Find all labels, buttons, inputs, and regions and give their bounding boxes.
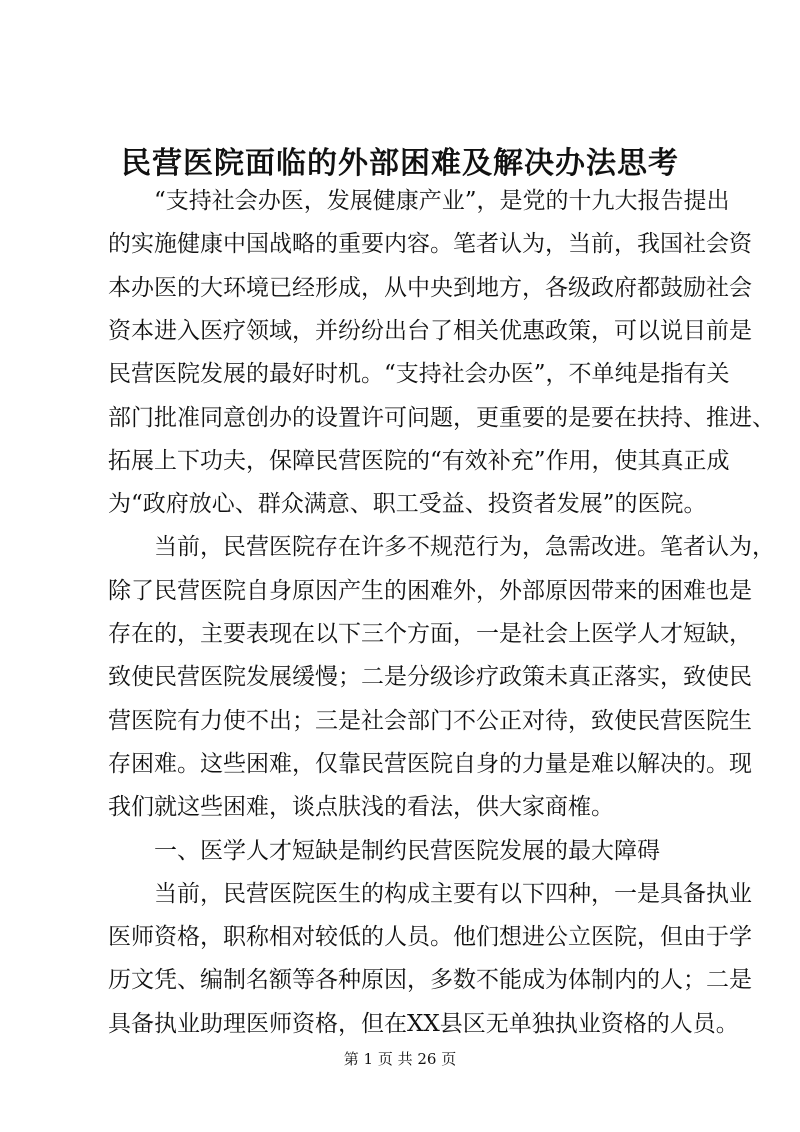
body-line: 存困难。这些困难，仅靠民营医院自身的力量是难以解决的。现 (108, 751, 752, 777)
body-line: 本办医的大环境已经形成，从中央到地方，各级政府都鼓励社会 (108, 275, 752, 301)
body-line: 存在的，主要表现在以下三个方面，一是社会上医学人才短缺， (108, 621, 752, 647)
page-number: 第 1 页 共 26 页 (343, 1050, 457, 1068)
body-line: 具备执业助理医师资格，但在XX县区无单独执业资格的人员。 (108, 1011, 739, 1037)
body-line: 为“政府放心、群众满意、职工受益、投资者发展”的医院。 (108, 491, 707, 517)
document-title: 民营医院面临的外部困难及解决办法思考 (121, 146, 679, 181)
body-line: 致使民营医院发展缓慢；二是分级诊疗政策未真正落实，致使民 (108, 664, 752, 690)
body-line: 的实施健康中国战略的重要内容。笔者认为，当前，我国社会资 (108, 231, 752, 257)
body-line: 历文凭、编制名额等各种原因，多数不能成为体制内的人；二是 (108, 967, 752, 993)
body-line: 民营医院发展的最好时机。“支持社会办医”，不单纯是指有关 (108, 361, 730, 387)
body-line: 当前，民营医院存在许多不规范行为，急需改进。笔者认为， (108, 534, 775, 560)
body-line: 营医院有力使不出；三是社会部门不公正对待，致使民营医院生 (108, 708, 752, 734)
body-line: 资本进入医疗领域，并纷纷出台了相关优惠政策，可以说目前是 (108, 318, 752, 344)
body-line: 当前，民营医院医生的构成主要有以下四种，一是具备执业 (108, 881, 752, 907)
body-line: “支持社会办医，发展健康产业”，是党的十九大报告提出 (108, 188, 730, 214)
body-line: 部门批准同意创办的设置许可问题，更重要的是要在扶持、推进、 (108, 405, 775, 431)
body-line: 除了民营医院自身原因产生的困难外，外部原因带来的困难也是 (108, 578, 752, 604)
body-line: 拓展上下功夫，保障民营医院的“有效补充”作用，使其真正成 (108, 448, 730, 474)
body-line: 我们就这些困难，谈点肤浅的看法，供大家商榷。 (108, 794, 614, 820)
section-heading: 一、医学人才短缺是制约民营医院发展的最大障碍 (108, 838, 660, 864)
body-line: 医师资格，职称相对较低的人员。他们想进公立医院，但由于学 (108, 924, 752, 950)
